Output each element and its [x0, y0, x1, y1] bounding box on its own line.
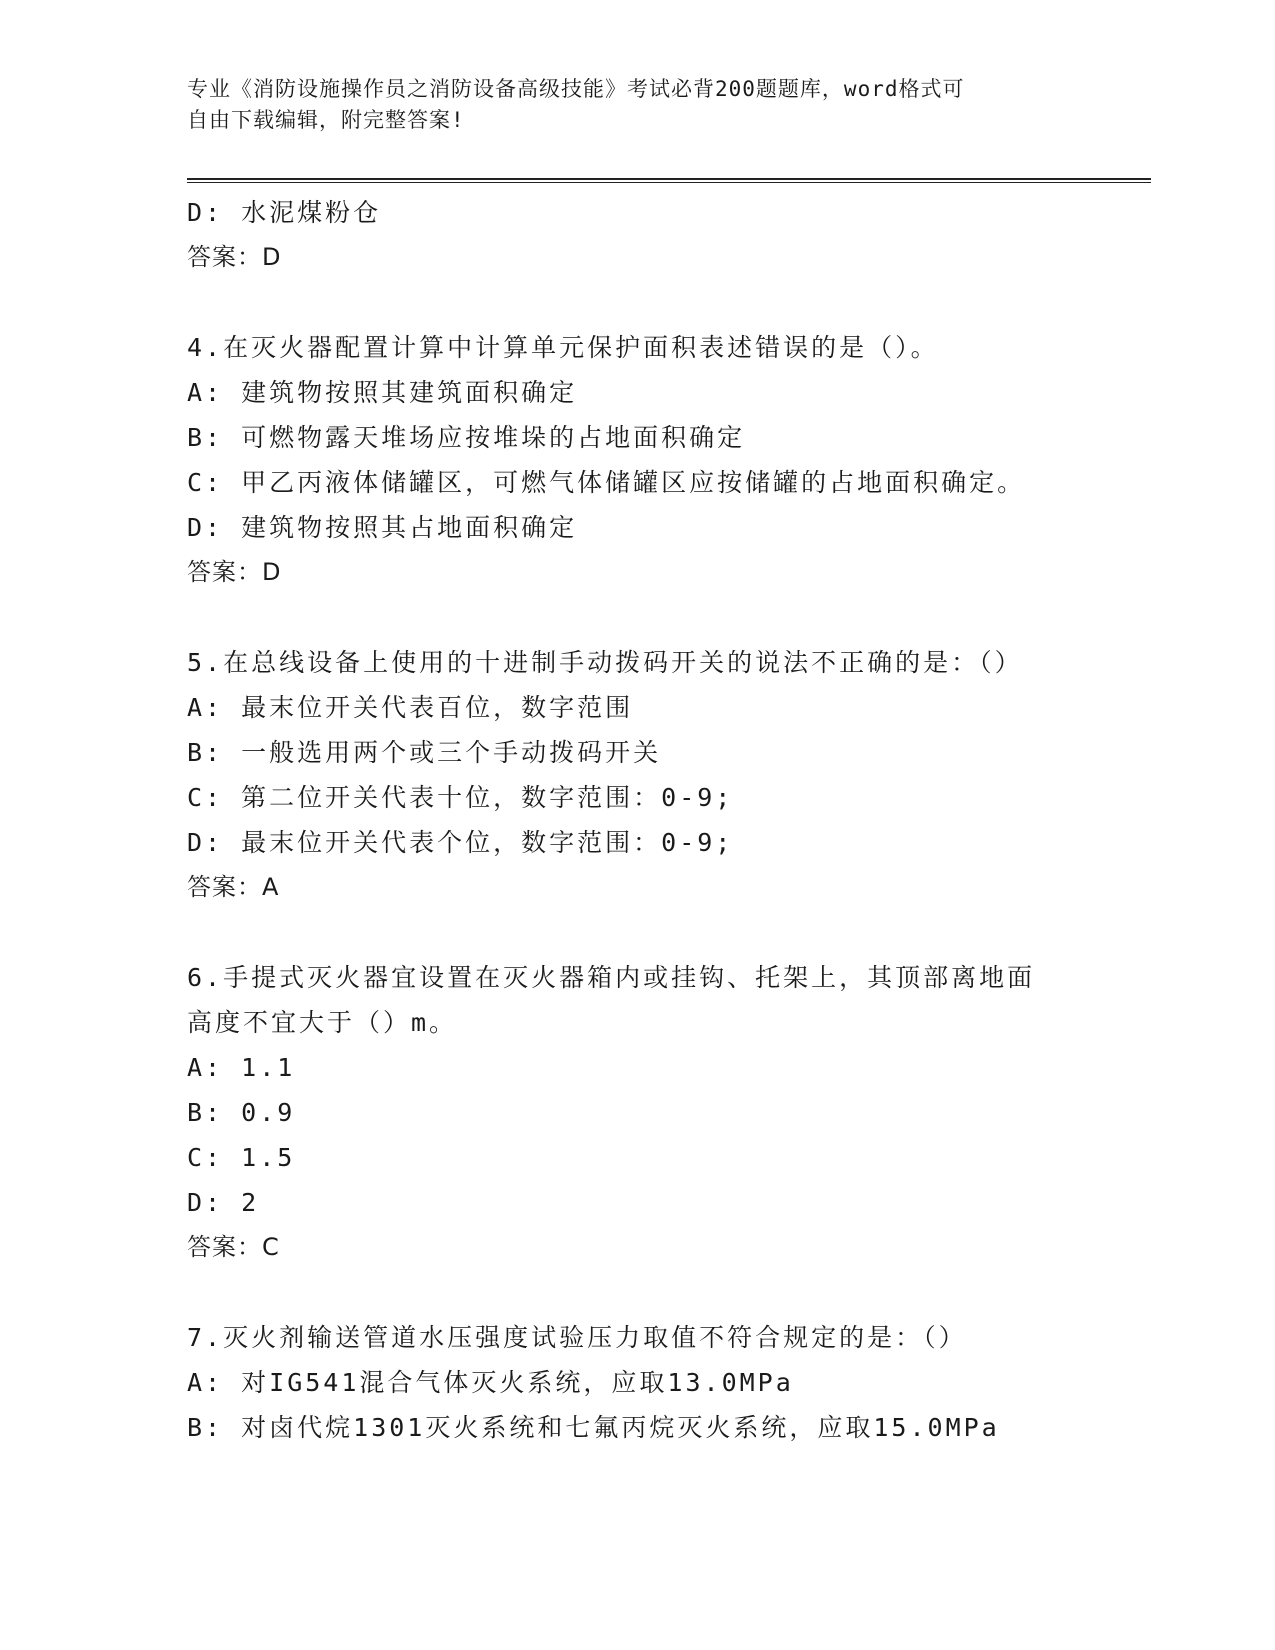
spacer: [187, 595, 1147, 640]
question-list: [187, 190, 1147, 1450]
header-line-1: 专业《消防设施操作员之消防设备高级技能》考试必背200题题库，word格式可: [187, 77, 965, 101]
q4-option-c: C: 甲乙丙液体储罐区，可燃气体储罐区应按储罐的占地面积确定。: [187, 468, 1026, 497]
q4-option-b: B: 可燃物露天堆场应按堆垛的占地面积确定: [187, 423, 746, 452]
q4-stem: 4.在灭火器配置计算中计算单元保护面积表述错误的是（）。: [187, 333, 939, 362]
spacer: [187, 280, 1147, 325]
q6-option-d: D: 2: [187, 1188, 260, 1217]
q4-option-a: A: 建筑物按照其建筑面积确定: [187, 378, 578, 407]
q4-option-d: D: 建筑物按照其占地面积确定: [187, 513, 578, 542]
q5-option-d: D: 最末位开关代表个位，数字范围：0-9;: [187, 828, 734, 857]
spacer: [187, 1270, 1147, 1315]
q3-answer: 答案：D: [187, 243, 282, 271]
q5-answer: 答案：A: [187, 873, 280, 901]
q5-option-a: A: 最末位开关代表百位，数字范围: [187, 693, 634, 722]
q6-option-a: A: 1.1: [187, 1053, 296, 1082]
header-rule-thin: [187, 182, 1151, 183]
q7-stem: 7.灭火剂输送管道水压强度试验压力取值不符合规定的是：（）: [187, 1323, 967, 1352]
q3-option-d: D: 水泥煤粉仓: [187, 198, 382, 227]
q5-stem: 5.在总线设备上使用的十进制手动拨码开关的说法不正确的是：（）: [187, 648, 1023, 677]
header-line-2: 自由下载编辑，附完整答案!: [187, 108, 465, 132]
q5-option-b: B: 一般选用两个或三个手动拨码开关: [187, 738, 662, 767]
q6-option-b: B: 0.9: [187, 1098, 296, 1127]
document-header: [187, 74, 1087, 136]
q7-option-a: A: 对IG541混合气体灭火系统，应取13.0MPa: [187, 1368, 794, 1397]
q4-answer: 答案：D: [187, 558, 282, 586]
q6-answer: 答案：C: [187, 1233, 280, 1261]
q7-option-b: B: 对卤代烷1301灭火系统和七氟丙烷灭火系统，应取15.0MPa: [187, 1413, 1000, 1442]
spacer: [187, 910, 1147, 955]
q6-stem-line-2: 高度不宜大于（）m。: [187, 1008, 458, 1037]
q5-option-c: C: 第二位开关代表十位，数字范围：0-9;: [187, 783, 734, 812]
header-rule-thick: [187, 178, 1151, 180]
q6-option-c: C: 1.5: [187, 1143, 296, 1172]
q6-stem-line-1: 6.手提式灭火器宜设置在灭火器箱内或挂钩、托架上，其顶部离地面: [187, 963, 1036, 992]
